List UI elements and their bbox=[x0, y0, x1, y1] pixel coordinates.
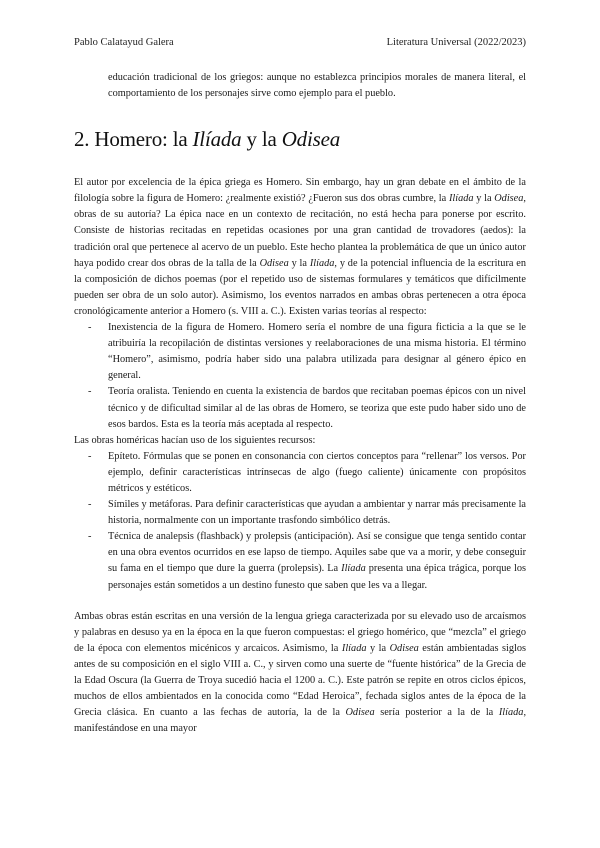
paragraph-authorship bbox=[74, 175, 526, 320]
section-odyssey: Odisea bbox=[281, 127, 340, 152]
italic-title: Odisea bbox=[494, 193, 524, 205]
text-run: y la bbox=[366, 642, 390, 654]
section-heading bbox=[74, 127, 526, 151]
list-item: - Símiles y metáforas. Para definir características que ayudan a ambientar y narrar más precisamente la historia, normalmente con un importante trasfondo simbólico detrás. bbox=[108, 497, 526, 529]
text-run: Ambas obras están escritas en una versión de la lengua griega caracterizada por su elevado uso de arcaísmos y palabras en desuso ya en la época en la que fueron compuestas: el griego homérico, que “mezcla” el griego de la época con elementos micénicos y arcaicos. Asimismo, la bbox=[74, 610, 526, 654]
text-run: están ambientadas siglos antes de su composición en el siglo VIII a. C., y sirven como una suerte de “fuente histórica” de la Grecia de la Edad Oscura (la Guerra de Troya sucedió hacia el 1200 a. C.). Este patrón se repite en otros ciclos épicos, muchos de ellos ambientados en la conocida como “Edad Heroica”, fechada siglos antes de la época de la Grecia clásica. En cuanto a las fechas de autoría, la de la bbox=[74, 642, 526, 719]
italic-title: Ilíada bbox=[498, 707, 524, 719]
italic-title: Ilíada bbox=[341, 642, 367, 654]
resources-list bbox=[74, 449, 526, 594]
italic-title: Odisea bbox=[259, 257, 289, 269]
continuation-text: educación tradicional de los griegos: aunque no establezca principios morales de manera literal, el comportamiento de los personajes sirve como ejemplo para el pueblo. bbox=[108, 72, 526, 100]
resources-intro: Las obras homéricas hacían uso de los siguientes recursos: bbox=[74, 434, 316, 446]
text-run: y la bbox=[288, 257, 310, 269]
header-author: Pablo Calatayud Galera bbox=[74, 37, 174, 48]
section-and: y la bbox=[241, 127, 282, 152]
text-run: presenta una épica trágica, porque los personajes están sometidos a un destino funesto que saben que les va a llegar. bbox=[108, 563, 526, 591]
text-run: , y de la potencial influencia de la escritura en la composición de dichos poemas (por el repetido uso de sistemas formulares y temáticos que difícilmente pueden ser obra de un solo autor). Asimismo, los eventos narrados en ambas obras pertenecen a otra época cronológicamente anterior a Homero (s. VIII a. C.). Existen varias teorías al respecto: bbox=[74, 257, 526, 317]
list-item: - Teoría oralista. Teniendo en cuenta la existencia de bardos que recitaban poemas épicos con un nivel técnico y de dificultad similar al de las obras de Homero, se teoriza que este pudo haber sido uno de esos bardos. Esta es la teoría más aceptada al respecto. bbox=[108, 384, 526, 432]
text-run: Técnica de analepsis (flashback) y prolepsis (anticipación). Así se consigue que tenga sentido contar en una obra eventos ocurridos en ese lapso de tiempo. Aquiles sabe que va a morir, y debe conseguir su fama en el tiempo que dure la guerra (prolepsis). La bbox=[108, 531, 526, 575]
document-body bbox=[74, 70, 526, 737]
header-course: Literatura Universal (2022/2023) bbox=[386, 37, 526, 48]
italic-title: Odisea bbox=[389, 642, 419, 654]
section-iliad: Ilíada bbox=[192, 127, 242, 152]
page-header bbox=[74, 37, 526, 48]
theories-list bbox=[74, 320, 526, 433]
list-item bbox=[108, 529, 526, 593]
italic-title: Ilíada bbox=[309, 257, 335, 269]
text-run: El autor por excelencia de la épica griega es Homero. Sin embargo, hay un gran debate en el ámbito de la filología sobre la figura de Homero: ¿realmente existió? ¿Fueron sus dos obras cumbre, la bbox=[74, 177, 526, 205]
italic-title: Odisea bbox=[345, 707, 375, 719]
italic-title: Ilíada bbox=[341, 563, 366, 575]
text-run: sería posterior a la de la bbox=[374, 707, 499, 719]
text-run: , manifestándose en una mayor bbox=[74, 707, 527, 735]
italic-title: Ilíada bbox=[448, 193, 474, 205]
list-item: - Epíteto. Fórmulas que se ponen en consonancia con ciertos conceptos para “rellenar” los versos. Por ejemplo, definir características intrínsecas de algo (fuego caliente) únicamente con propósitos métricos y estéticos. bbox=[108, 449, 526, 497]
paragraph-language bbox=[74, 609, 526, 738]
text-run: y la bbox=[473, 193, 495, 205]
list-item: - Inexistencia de la figura de Homero. Homero sería el nombre de una figura ficticia a la que se le atribuiría la recopilación de distintas versiones y reelaboraciones de una misma historia. El término “Homero”, asimismo, podría haber sido una palabra utilizada para designar al género épico en general. bbox=[108, 320, 526, 384]
text-run: , obras de su autoría? La épica nace en un contexto de recitación, no está hecha para ponerse por escrito. Consiste de historias recitadas en repetidas ocasiones por una gran cantidad de trovadores (aedos): la tradición oral que pertenece al acervo de un pueblo. Este hecho plantea la problemática de que un único autor haya podido crear dos obras de la talla de la bbox=[74, 193, 526, 269]
section-number: 2. Homero: la bbox=[74, 127, 193, 152]
